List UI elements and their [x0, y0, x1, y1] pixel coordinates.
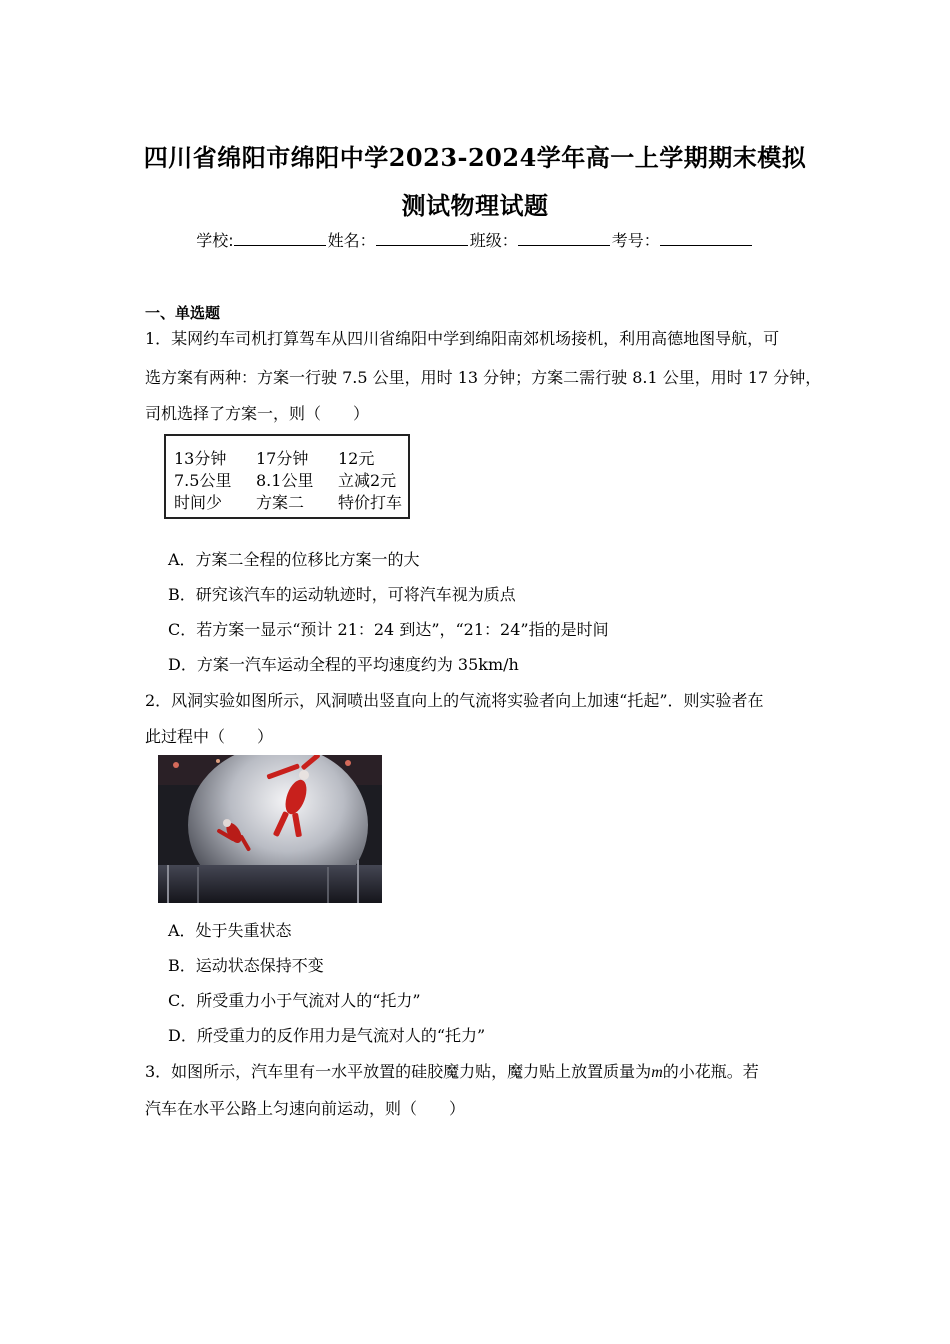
- q2-option-d[interactable]: D．所受重力的反作用力是气流对人的“托力”: [168, 1026, 486, 1045]
- table-cell: 时间少: [174, 493, 223, 512]
- number-blank[interactable]: [660, 230, 752, 246]
- q1-stem-line-3: 司机选择了方案一，则（ ）: [145, 404, 370, 423]
- q1-stem-line-1: 1．某网约车司机打算驾车从四川省绵阳中学到绵阳南郊机场接机，利用高德地图导航，可: [145, 329, 780, 348]
- route-options-table: [164, 434, 410, 519]
- wind-tunnel-illustration: [158, 755, 382, 903]
- q3-stem-line-2: 汽车在水平公路上匀速向前运动，则（ ）: [145, 1099, 466, 1118]
- table-cell: 方案二: [256, 493, 305, 512]
- table-cell: 12元: [338, 449, 375, 468]
- q2-option-c[interactable]: C．所受重力小于气流对人的“托力”: [168, 991, 421, 1010]
- class-label: 班级：: [469, 231, 518, 250]
- class-blank[interactable]: [518, 230, 610, 246]
- q2-stem-line-1: 2．风洞实验如图所示，风洞喷出竖直向上的气流将实验者向上加速“托起”．则实验者在: [145, 691, 764, 710]
- name-label: 姓名：: [327, 231, 376, 250]
- q2-option-b[interactable]: B．运动状态保持不变: [168, 956, 324, 975]
- title-line-2: 测试物理试题: [401, 191, 549, 220]
- section-heading: 一、单选题: [145, 304, 221, 322]
- table-cell: 特价打车: [338, 493, 403, 512]
- name-blank[interactable]: [376, 230, 468, 246]
- q2-stem-line-2: 此过程中（ ）: [145, 727, 274, 746]
- q1-stem-line-2: 选方案有两种：方案一行驶 7.5 公里，用时 13 分钟；方案二需行驶 8.1 公里，用时 17 分钟，: [145, 368, 822, 387]
- q3-text-b: 的小花瓶。若: [662, 1062, 759, 1081]
- table-cell: 8.1公里: [256, 471, 314, 490]
- number-label: 考号：: [611, 231, 660, 250]
- q3-stem-line-1: [145, 1059, 759, 1082]
- school-label: 学校:: [196, 231, 234, 250]
- wind-tunnel-photo: [158, 755, 382, 903]
- q2-option-a[interactable]: A．处于失重状态: [168, 921, 292, 940]
- title-line-1: 四川省绵阳市绵阳中学2023-2024学年高一上学期期末模拟: [143, 143, 807, 172]
- school-blank[interactable]: [234, 230, 326, 246]
- student-info-row: [0, 228, 950, 251]
- q1-option-a[interactable]: A．方案二全程的位移比方案一的大: [168, 550, 420, 569]
- mass-symbol: m: [651, 1064, 663, 1081]
- q1-option-b[interactable]: B．研究该汽车的运动轨迹时，可将汽车视为质点: [168, 585, 516, 604]
- table-cell: 17分钟: [256, 449, 309, 468]
- table-cell: 13分钟: [174, 449, 227, 468]
- q3-text-a: 3．如图所示，汽车里有一水平放置的硅胶魔力贴，魔力贴上放置质量为: [145, 1062, 652, 1081]
- q1-option-d[interactable]: D．方案一汽车运动全程的平均速度约为 35km/h: [168, 655, 519, 674]
- q1-option-c[interactable]: C．若方案一显示“预计 21：24 到达”，“21：24”指的是时间: [168, 620, 609, 639]
- table-cell: 立减2元: [338, 471, 397, 490]
- table-cell: 7.5公里: [174, 471, 232, 490]
